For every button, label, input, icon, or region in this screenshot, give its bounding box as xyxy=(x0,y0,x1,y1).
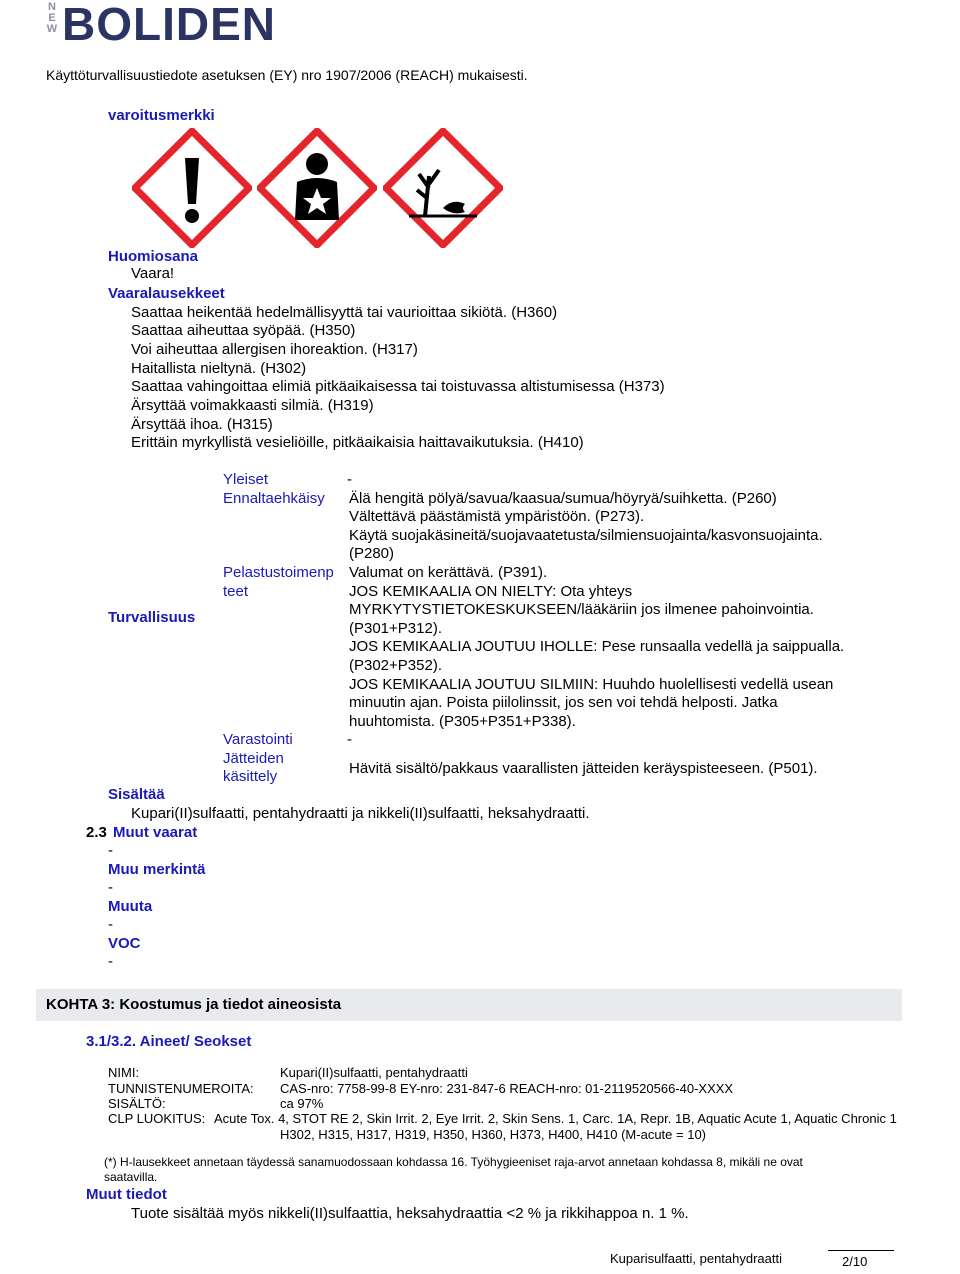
clp-line: H302, H315, H317, H319, H350, H360, H373, H400, H410 (M-acute = 10) xyxy=(280,1127,706,1142)
prevention-label: Ennaltaehkäisy xyxy=(223,490,325,507)
header-regulation-line: Käyttöturvallisuustiedote asetuksen (EY) nro 1907/2006 (REACH) mukaisesti. xyxy=(46,67,528,83)
logo-brand: BOLIDEN xyxy=(62,0,276,50)
section-title: KOHTA 3: Koostumus ja tiedot aineosista xyxy=(46,996,342,1013)
warning-symbols-heading: varoitusmerkki xyxy=(108,107,215,124)
storage-value: - xyxy=(347,731,352,748)
prevention-line: Älä hengitä pölyä/savua/kaasua/sumua/höyryä/suihketta. (P260) xyxy=(349,490,777,507)
footnote-line: (*) H-lausekkeet annetaan täydessä sanamuodossaan kohdassa 16. Työhygieeniset raja-arvot annetaan kohdassa 8, mikäli ne ovat xyxy=(104,1155,803,1169)
disposal-label-line2: käsittely xyxy=(223,768,278,785)
storage-label: Varastointi xyxy=(223,731,293,748)
other-marking-value: - xyxy=(108,879,113,896)
general-value: - xyxy=(347,471,352,488)
response-line: JOS KEMIKAALIA JOUTUU SILMIIN: Huuhdo huolellisesti vedellä usean xyxy=(349,676,834,693)
disposal-label-line1: Jätteiden xyxy=(223,750,284,767)
boliden-logo xyxy=(44,0,306,50)
general-label: Yleiset xyxy=(223,471,269,488)
name-label: NIMI: xyxy=(108,1065,140,1080)
prevention-line: (P280) xyxy=(349,545,395,562)
other-hazards-heading: Muut vaarat xyxy=(113,824,198,841)
response-line: MYRKYTYSTIETOKESKUKSEEN/lääkäriin jos ilmenee pahoinvointia. xyxy=(349,601,814,618)
other-hazards-value: - xyxy=(108,842,113,859)
contains-heading: Sisältää xyxy=(108,786,165,803)
response-line: Valumat on kerättävä. (P391). xyxy=(349,564,548,581)
name-value: Kupari(II)sulfaatti, pentahydraatti xyxy=(280,1065,468,1080)
logo-letter-n: N xyxy=(48,1,56,13)
other-hazards-number: 2.3 xyxy=(86,824,107,841)
signal-word-heading: Huomiosana xyxy=(108,248,199,265)
other-heading: Muuta xyxy=(108,898,153,915)
hazard-statement: Voi aiheuttaa allergisen ihoreaktion. (H317) xyxy=(131,341,418,358)
other-marking-heading: Muu merkintä xyxy=(108,861,206,878)
response-line: huuhtomista. (P305+P351+P338). xyxy=(349,713,576,730)
response-label-line2: teet xyxy=(223,583,249,600)
footnote-line: saatavilla. xyxy=(104,1170,158,1184)
response-label-line1: Pelastustoimenp xyxy=(223,564,334,581)
environment-pictogram-icon xyxy=(383,128,503,248)
response-line: JOS KEMIKAALIA ON NIELTY: Ota yhteys xyxy=(349,583,633,600)
hazard-statement: Saattaa aiheuttaa syöpää. (H350) xyxy=(131,322,356,339)
voc-value: - xyxy=(108,953,113,970)
id-label: TUNNISTENUMEROITA: xyxy=(108,1081,254,1096)
response-line: (P302+P352). xyxy=(349,657,442,674)
hazard-statement: Ärsyttää ihoa. (H315) xyxy=(131,416,273,433)
prevention-line: Vältettävä päästämistä ympäristöön. (P273). xyxy=(349,508,645,525)
logo-new-mark xyxy=(44,2,60,46)
hazard-statement: Haitallista nieltynä. (H302) xyxy=(131,360,307,377)
response-line: minuutin ajan. Poista piilolinssit, jos sen voi tehdä helposti. Jatka xyxy=(349,694,778,711)
hazard-statement: Ärsyttää voimakkaasti silmiä. (H319) xyxy=(131,397,374,414)
content-value: ca 97% xyxy=(280,1096,324,1111)
more-info-value: Tuote sisältää myös nikkeli(II)sulfaattia, heksahydraattia <2 % ja rikkihappoa n. 1 %. xyxy=(131,1205,689,1222)
voc-heading: VOC xyxy=(108,935,141,952)
response-line: (P301+P312). xyxy=(349,620,442,637)
content-label: SISÄLTÖ: xyxy=(108,1096,166,1111)
page-number: 2/10 xyxy=(842,1254,868,1269)
id-value: CAS-nro: 7758-99-8 EY-nro: 231-847-6 REACH-nro: 01-2119520566-40-XXXX xyxy=(280,1081,734,1096)
contains-value: Kupari(II)sulfaatti, pentahydraatti ja nikkeli(II)sulfaatti, heksahydraatti. xyxy=(131,805,590,822)
logo-letter-e: E xyxy=(48,12,56,24)
hazard-statement: Saattaa heikentää hedelmällisyyttä tai vaurioittaa sikiötä. (H360) xyxy=(131,304,558,321)
clp-label: CLP LUOKITUS: xyxy=(108,1111,206,1126)
hazard-statement: Erittäin myrkyllistä vesieliöille, pitkäaikaisia haittavaikutuksia. (H410) xyxy=(131,434,584,451)
signal-word-value: Vaara! xyxy=(131,265,175,282)
other-value: - xyxy=(108,916,113,933)
health-hazard-pictogram-icon xyxy=(257,128,377,248)
clp-line: Acute Tox. 4, STOT RE 2, Skin Irrit. 2, Eye Irrit. 2, Skin Sens. 1, Carc. 1A, Repr. 1B, Aquatic Acute 1, Aquatic Chronic 1 xyxy=(214,1111,897,1126)
substances-subheading: 3.1/3.2. Aineet/ Seokset xyxy=(86,1033,252,1050)
disposal-value: Hävitä sisältö/pakkaus vaarallisten jätteiden keräyspisteeseen. (P501). xyxy=(349,760,818,777)
logo-letter-w: W xyxy=(46,23,58,35)
footer-product-name: Kuparisulfaatti, pentahydraatti xyxy=(610,1251,782,1266)
hazard-statements-heading: Vaaralausekkeet xyxy=(108,285,225,302)
response-line: JOS KEMIKAALIA JOUTUU IHOLLE: Pese runsaalla vedellä ja saippualla. xyxy=(349,638,845,655)
more-info-heading: Muut tiedot xyxy=(86,1186,167,1203)
hazard-statement: Saattaa vahingoittaa elimiä pitkäaikaisessa tai toistuvassa altistumisessa (H373) xyxy=(131,378,665,395)
prevention-line: Käytä suojakäsineitä/suojavaatetusta/silmiensuojainta/kasvonsuojainta. xyxy=(349,527,823,544)
exclamation-mark-pictogram-icon xyxy=(132,128,252,248)
safety-heading: Turvallisuus xyxy=(108,609,196,626)
